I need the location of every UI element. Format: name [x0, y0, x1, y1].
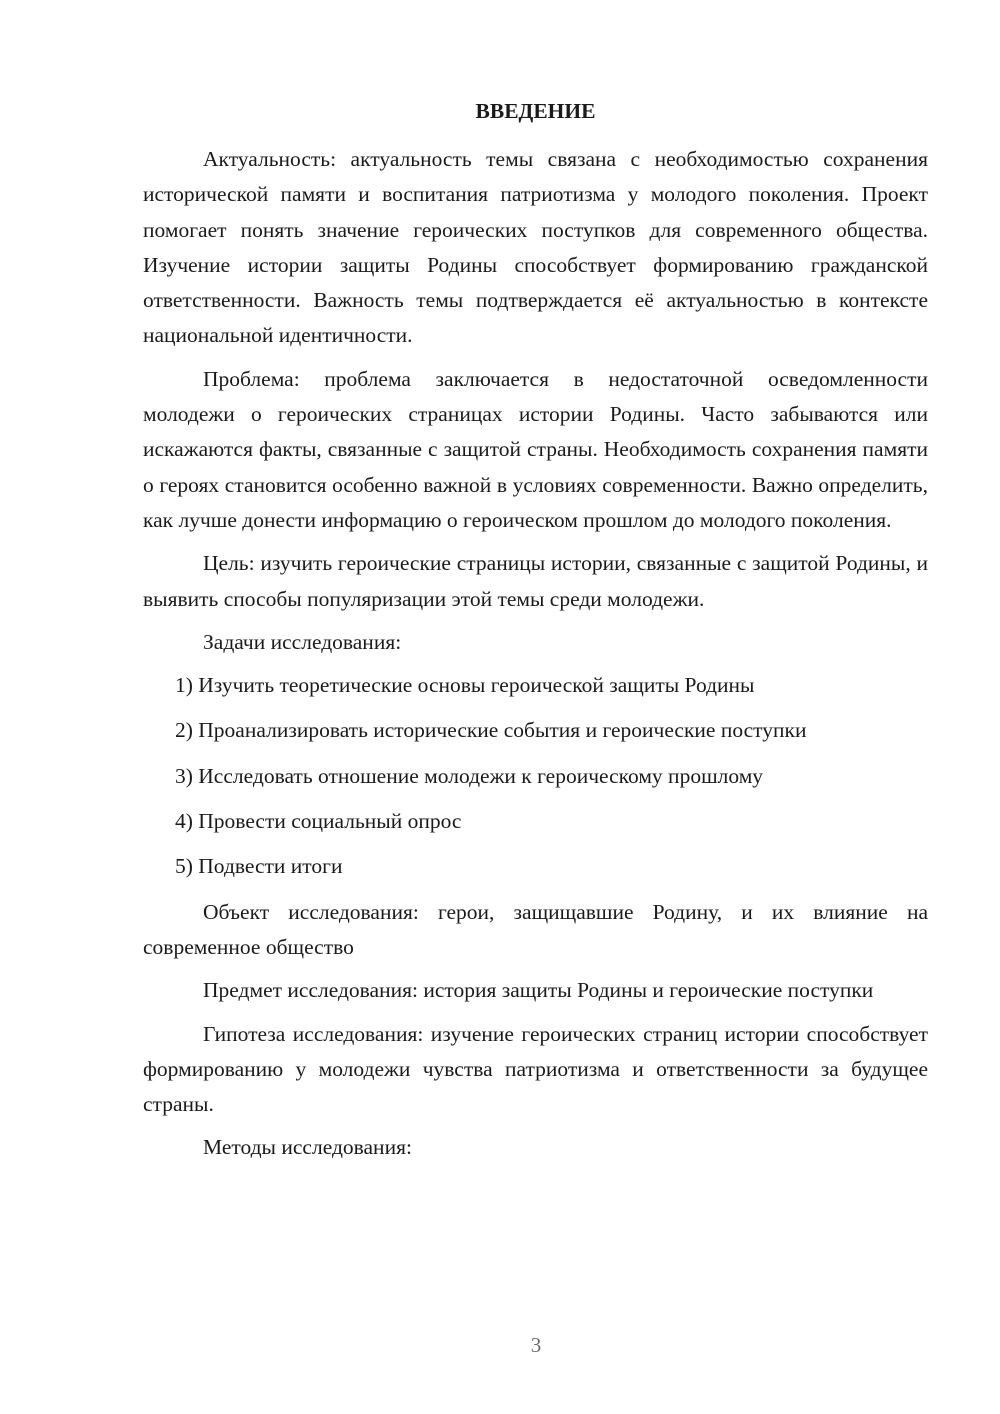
tasks-list	[143, 668, 928, 884]
object-paragraph: Объект исследования: герои, защищавшие Родину, и их влияние на современное общество	[143, 899, 928, 959]
subject-paragraph: Предмет исследования: история защиты Родины и героические поступки	[203, 978, 874, 1003]
page-content	[143, 96, 928, 1174]
tasks-heading: Задачи исследования:	[203, 629, 402, 654]
list-item: 4) Провести социальный опрос	[175, 809, 462, 834]
list-item: 2) Проанализировать исторические события и героические поступки	[175, 718, 807, 743]
list-item: 5) Подвести итоги	[175, 854, 343, 879]
methods-heading: Методы исследования:	[203, 1135, 412, 1160]
page-number: 3	[530, 1333, 542, 1357]
list-item: 1) Изучить теоретические основы героической защиты Родины	[175, 673, 755, 698]
problem-paragraph: Проблема: проблема заключается в недостаточной осведомленности молодежи о героических страницах истории Родины. Часто забываются или искажаются факты, связанные с защитой страны. Необходимость сохранения памяти о героях становится особенно важной в условиях современности. Важно определить, как лучше донести информацию о героическом прошлом до молодого поколения.	[143, 366, 928, 532]
goal-paragraph: Цель: изучить героические страницы истории, связанные с защитой Родины, и выявить способы популяризации этой темы среди молодежи.	[143, 551, 928, 611]
section-title: ВВЕДЕНИЕ	[475, 99, 596, 123]
list-item: 3) Исследовать отношение молодежи к героическому прошлому	[175, 763, 764, 788]
hypothesis-paragraph: Гипотеза исследования: изучение героических страниц истории способствует формированию у молодежи чувства патриотизма и ответственности за будущее страны.	[143, 1021, 928, 1117]
relevance-paragraph: Актуальность: актуальность темы связана с необходимостью сохранения исторической памяти и воспитания патриотизма у молодого поколения. Проект помогает понять значение героических поступков для современного общества. Изучение истории защиты Родины способствует формированию гражданской ответственности. Важность темы подтверждается её актуальностью в контексте национальной идентичности.	[143, 147, 928, 348]
